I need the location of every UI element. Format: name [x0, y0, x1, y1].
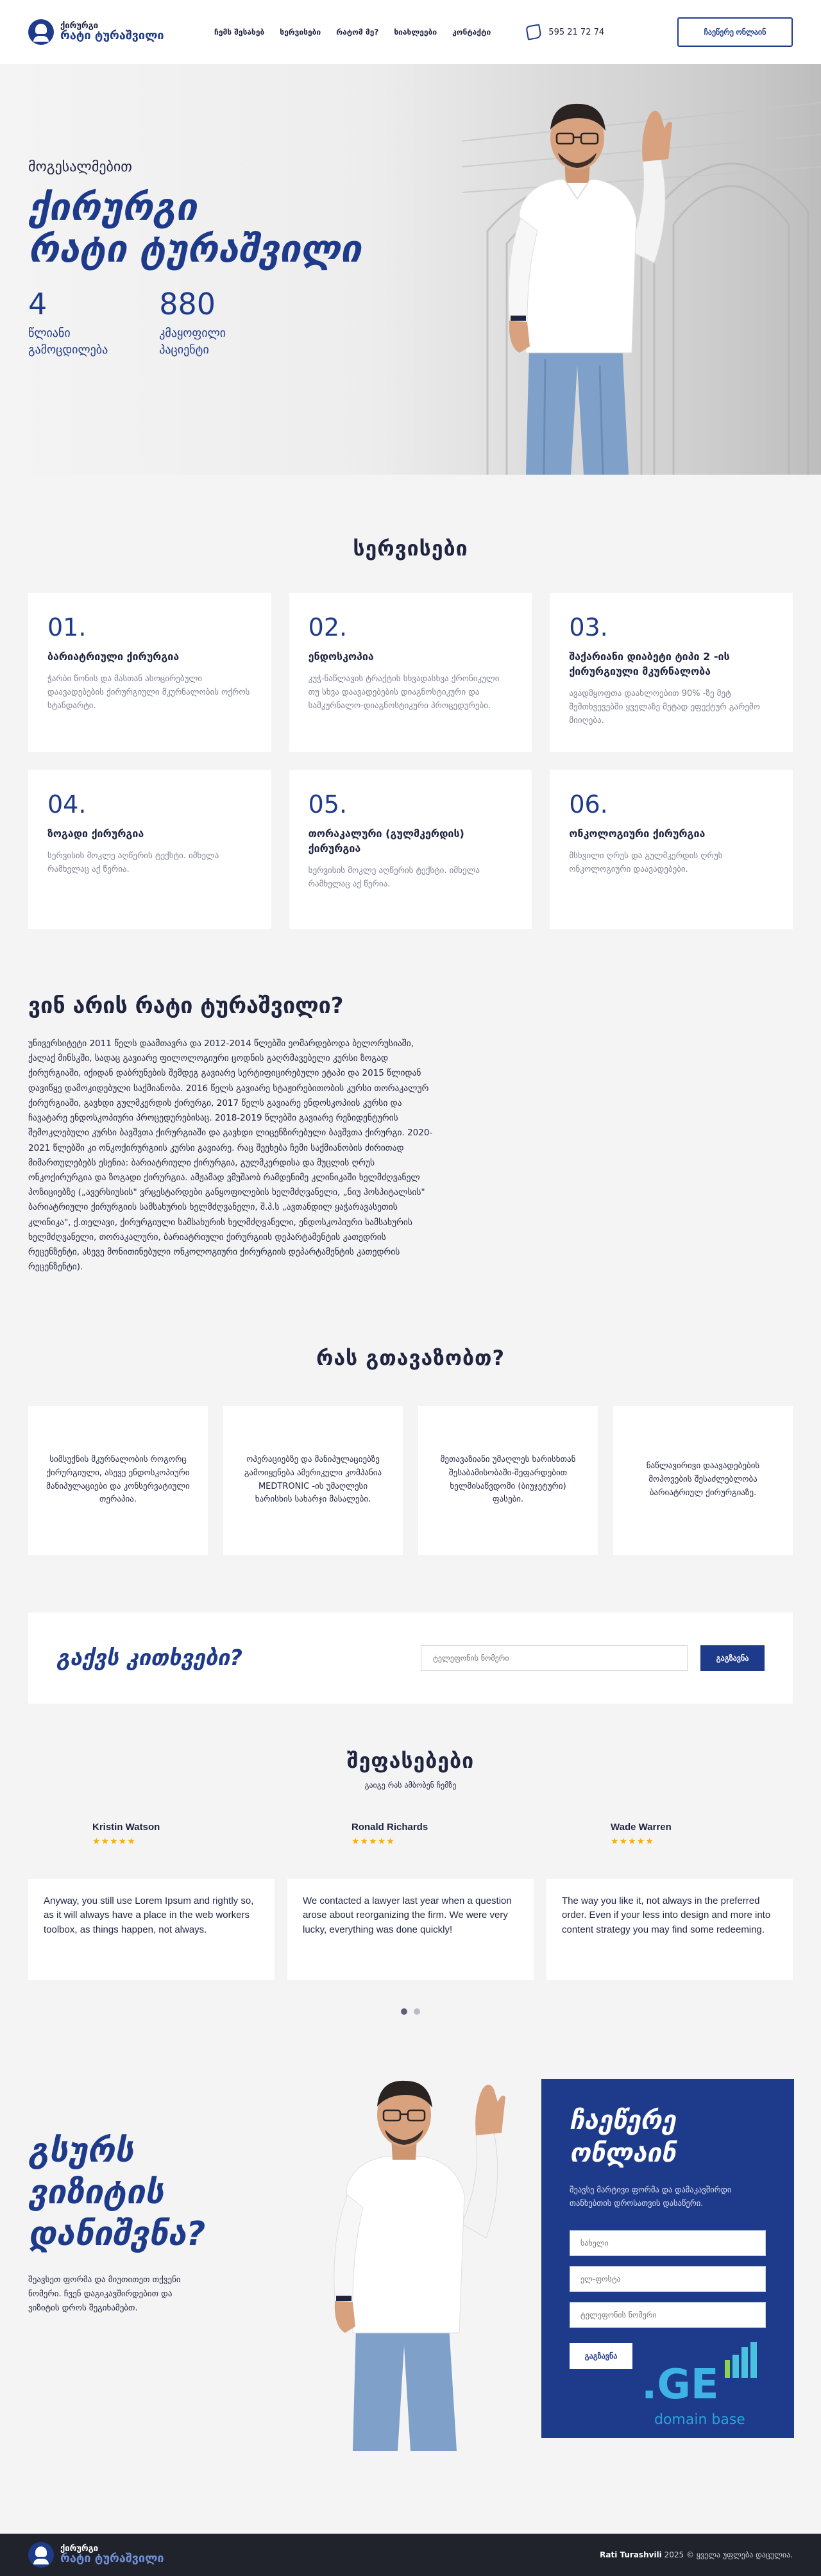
- nav-news[interactable]: სიახლეები: [394, 28, 437, 37]
- logo-small-text: ქირურგი: [60, 21, 99, 31]
- star-rating-icon: ★★★★★: [611, 1836, 654, 1847]
- service-text: სერვისის მოკლე აღწერის ტექსტი. იმხელა რამხელაც აქ წერია.: [47, 851, 219, 874]
- visit-text: [28, 2130, 246, 2316]
- services-section: [0, 475, 821, 954]
- review-text: The way you like it, not always in the preferred order. Even if your less into design and more into content strategy you may find some redeeming.: [546, 1879, 793, 1980]
- phone-icon: [526, 24, 542, 40]
- service-number: 03.: [569, 613, 608, 641]
- star-rating-icon: ★★★★★: [351, 1836, 395, 1847]
- service-card[interactable]: [289, 593, 532, 752]
- form-title: [570, 2105, 766, 2170]
- site-footer: [0, 2534, 821, 2576]
- form-title-line2: ონლაინ: [570, 2138, 676, 2168]
- booking-form: [541, 2079, 794, 2438]
- book-online-button[interactable]: ჩაეწერე ონლაინ: [677, 17, 793, 47]
- logo-big-text: რატი ტურაშვილი: [60, 29, 164, 43]
- nav-services[interactable]: სერვისები: [280, 28, 321, 37]
- services-title: სერვისები: [353, 536, 468, 561]
- question-title: გაქვს კითხვები?: [56, 1645, 242, 1671]
- badge-top-text: .GE: [641, 2360, 719, 2409]
- service-number: 02.: [308, 613, 348, 641]
- service-number: 05.: [308, 790, 348, 818]
- reviews-title: შეფასებები: [346, 1748, 475, 1773]
- hero-text: [28, 159, 361, 359]
- service-title: თორაკალური (გულმკერდის) ქირურგია: [308, 827, 464, 855]
- visit-title-line2: ვიზიტის: [28, 2173, 164, 2212]
- footer-logo[interactable]: [28, 2542, 195, 2568]
- phone-number: 595 21 72 74: [548, 27, 605, 37]
- stat-label: [28, 325, 108, 359]
- service-number: 06.: [569, 790, 608, 818]
- stat-label-line1: წლიანი: [28, 326, 71, 340]
- stat-label-line2: პაციენტი: [159, 343, 209, 357]
- service-title: ონკოლოგიური ქირურგია: [569, 827, 706, 840]
- service-card[interactable]: [28, 770, 271, 929]
- copyright: [600, 2550, 793, 2559]
- surgeon-logo-icon: [28, 2542, 54, 2568]
- offer-title: რას გთავაზობთ?: [316, 1345, 505, 1370]
- email-field[interactable]: [570, 2266, 766, 2292]
- phone-link[interactable]: [527, 25, 604, 39]
- reviewer-name: Ronald Richards: [351, 1821, 428, 1833]
- review-text: We contacted a lawyer last year when a question arose about reorganizing the firm. We were very lucky, everything was done quickly!: [287, 1879, 534, 1980]
- stat-label-line2: გამოცდილება: [28, 343, 108, 357]
- reviewer-name: Kristin Watson: [92, 1821, 160, 1833]
- send-button[interactable]: გაგზავნა: [700, 1645, 765, 1671]
- visit-description: შეავსეთ ფორმა და მიუთითეთ თქვენი ნომერი. ჩვენ დაგიკავშირდებით და ვიზიტის დროს შეგიხამებთ.: [28, 2275, 181, 2314]
- hero-title: [28, 187, 361, 270]
- phone-input[interactable]: [421, 1645, 688, 1671]
- service-text: კუჭ-ნაწლავის ტრაქტის სხვადასხვა ქრონიკული თუ სხვა დაავადებების დიაგნოსტიკური და სამკურნალო-დიაგნოსტიკური პროცედურები.: [308, 674, 500, 711]
- service-title: ენდოსკოპია: [308, 650, 374, 663]
- stat-experience: [28, 287, 108, 359]
- main-nav: [214, 28, 491, 37]
- nav-contact[interactable]: კონტაქტი: [452, 28, 491, 37]
- offer-card: სიმსუქნის მკურნალობის როგორც ქირურგიული, ასევე ენდოსკოპიური მანიპულაციები და კონსერვატიული თერაპია.: [28, 1406, 208, 1555]
- stat-label: [159, 325, 226, 359]
- visit-section: [0, 2053, 821, 2451]
- review-text: Anyway, you still use Lorem Ipsum and rightly so, as it will always have a place in the web workers toolbox, as things happen, not always.: [28, 1879, 275, 1980]
- service-number: 04.: [47, 790, 87, 818]
- visit-title-line3: დანიშვნა?: [28, 2214, 206, 2253]
- review-item: [546, 1822, 793, 1980]
- service-title: შაქარიანი დიაბეტი ტიპი 2 -ის ქირურგიული მკურნალობა: [569, 650, 730, 678]
- service-card[interactable]: [289, 770, 532, 929]
- review-item: [28, 1822, 275, 1980]
- service-text: მსხვილი ღრუს და გულმკერდის ღრუს ონკოლოგიური დაავადებები.: [569, 851, 723, 874]
- carousel-dot-1[interactable]: [401, 2008, 407, 2015]
- visit-title-line1: გსურს: [28, 2131, 133, 2170]
- service-text: სერვისის მოკლე აღწერის ტექსტი. იმხელა რამხელაც აქ წერია.: [308, 866, 480, 890]
- hero-stats: [28, 287, 361, 359]
- form-submit-button[interactable]: გაგზავნა: [570, 2343, 632, 2369]
- offer-card: ოპერაციებზე და მანიპულაციებზე გამოიყენება ამერიკული კომპანია MEDTRONIC -ის უმაღლესი ხარისხის სახარჯი მასალები.: [223, 1406, 403, 1555]
- form-title-line1: ჩაეწერე: [570, 2105, 676, 2135]
- copyright-brand: Rati Turashvili: [600, 2550, 662, 2559]
- reviews-section: [0, 1704, 821, 2028]
- service-text: ავადმყოფთა დაახლოებით 90% -ზე მეტ შემთხვევებში ყველაზე მეტად ეფექტურ გარემო მიიღება.: [569, 689, 760, 725]
- stat-number: 4: [28, 286, 47, 321]
- domain-base-watermark: [635, 2342, 763, 2432]
- logo[interactable]: [28, 19, 195, 45]
- offer-card: მეთავაზიანი უმაღლეს ხარისხთან შესაბამისობაში-შეფარდებით ხელმისაწვდომი (ბიუჯეტური) ფასები.: [418, 1406, 598, 1555]
- doctor-photo-2: [289, 2070, 520, 2451]
- reviews-grid: [28, 1822, 793, 1980]
- offer-card: ნაწლავირივი დაავადებების მოპოვების შესაძლებლობა ბარიატრიულ ქირურგიაზე.: [613, 1406, 793, 1555]
- star-rating-icon: ★★★★★: [92, 1836, 136, 1847]
- service-title: ბარიატრიული ქირურგია: [47, 650, 180, 663]
- form-description: შეავსე მარტივი ფორმა და დამაკავშირდი თანხებთის დროსათვის დასაწერი.: [570, 2184, 732, 2208]
- footer-logo-small: ქირურგი: [60, 2543, 99, 2554]
- footer-logo-big: რატი ტურაშვილი: [60, 2552, 164, 2566]
- stat-patients: [159, 287, 226, 359]
- service-text: ჭარბი წონის და მასთან ასოცირებული დაავადებების ქირურგიული მკურნალობის ოქროს სტანდარტი.: [47, 674, 250, 711]
- services-grid: [28, 593, 793, 929]
- phone-field[interactable]: [570, 2302, 766, 2328]
- carousel-dots: [28, 2008, 793, 2015]
- site-header: [0, 0, 821, 64]
- nav-about[interactable]: ჩემს შესახებ: [214, 28, 265, 37]
- hero-title-line2: რატი ტურაშვილი: [28, 226, 362, 271]
- hero-title-line1: ქირურგი: [28, 185, 197, 229]
- service-title: ზოგადი ქირურგია: [47, 827, 144, 840]
- reviewer-name: Wade Warren: [611, 1821, 672, 1833]
- hero-section: [0, 64, 821, 475]
- about-title: ვინ არის რატი ტურაშვილი?: [28, 993, 344, 1019]
- stat-number: 880: [159, 286, 216, 321]
- service-card[interactable]: [550, 770, 793, 929]
- visit-title: [28, 2130, 246, 2255]
- service-card[interactable]: [550, 593, 793, 752]
- service-number: 01.: [47, 613, 87, 641]
- doctor-photo: [468, 90, 686, 475]
- surgeon-logo-icon: [28, 19, 54, 45]
- stat-label-line1: კმაყოფილი: [159, 326, 226, 340]
- about-text: უნივერსიტეტი 2011 წელს დაამთავრა და 2012-2014 წლებში ეომარდებოდა ბელორუსიაში, ქალაქ მინსკში, სადაც გავიარე ფილოლოგიური ცოდნის გაღრმავებელი კურსი ზოგად ქირურგიაში, იქიდან დაბრუნების შემდეგ გავიარე სერტიფიცირებული ეტაპი და 2015 წლიდან დავიწყე დამოკიდებული საქმიანობა. 2016 წელს გავიარე სტაჟირებითობის კურსი თორაკალურ ქირურგიაში, გავხდი გულმკერდის ქირურგი, 2017 წელს გავიარე ენდოსკოპიის კურსი და ჩავატარე ენდოსკოპიური პროცედურებისაც. 2018-2019 წლებში გავიარე რეზიდენტურის შემოკლებული კურსი ბავშვთა ქირურგიაში და გავხდი ლიცენზირებული ბავშვთა ქირურგი. 2020-2021 წლებში კი ონკოქირურგიის კურსი გავიარე. რაც შეეხება ჩემი საქმიანობის ძირითად მიმართულებებს ესენია: ბარიატრიული ქირურგია, გულმკერდისა და მუცლის ღრუს ონკოქირურგია და ზოგადი ქირურგია. ამჟამად ვმუშაობ რამდენიმე კლინიკაში ხელმძღვანელ პოზიციებზე („ავერსიუსის" ვრცესტარდები განყოფილების ხელმძღვანელი, „ნიუ ჰოსპიტალსის" ბარიატრიული ქირურგიის სამსახურის ხელმძღვანელი, შ.პ.ს „ავთანდილ ყაჭარავასეთის კლინიკა", ქ.თელავი, ქირურგიული სამსახურის ხელმძღვანელი, ენდოსკოპიური სამსახურის ხელმძღვანელი, თორაკალური, ბარიატრიული ქირურგიის დეპარტამენტის კათედრის რეცენზენტი, ასევე მონითინებული ონკოლოგიური ქირურგიის დეპარტამენტის კათედრის რეცენზენტი).: [28, 1038, 433, 1273]
- service-card[interactable]: [28, 593, 271, 752]
- review-item: [287, 1822, 534, 1980]
- hero-greeting: მოგესალმებით: [28, 159, 132, 175]
- question-banner: [28, 1613, 793, 1704]
- offer-grid: [28, 1406, 793, 1555]
- about-section: [0, 954, 821, 1301]
- badge-bottom-text: domain base: [654, 2411, 745, 2428]
- carousel-dot-2[interactable]: [414, 2008, 420, 2015]
- offer-section: [0, 1301, 821, 1587]
- nav-why-me[interactable]: რატომ მე?: [336, 28, 379, 37]
- name-field[interactable]: [570, 2230, 766, 2256]
- copyright-text: 2025 © ყველა უფლება დაცულია.: [664, 2550, 793, 2559]
- reviews-subtitle: გაიგე რას ამბობენ ჩემზე: [364, 1780, 457, 1790]
